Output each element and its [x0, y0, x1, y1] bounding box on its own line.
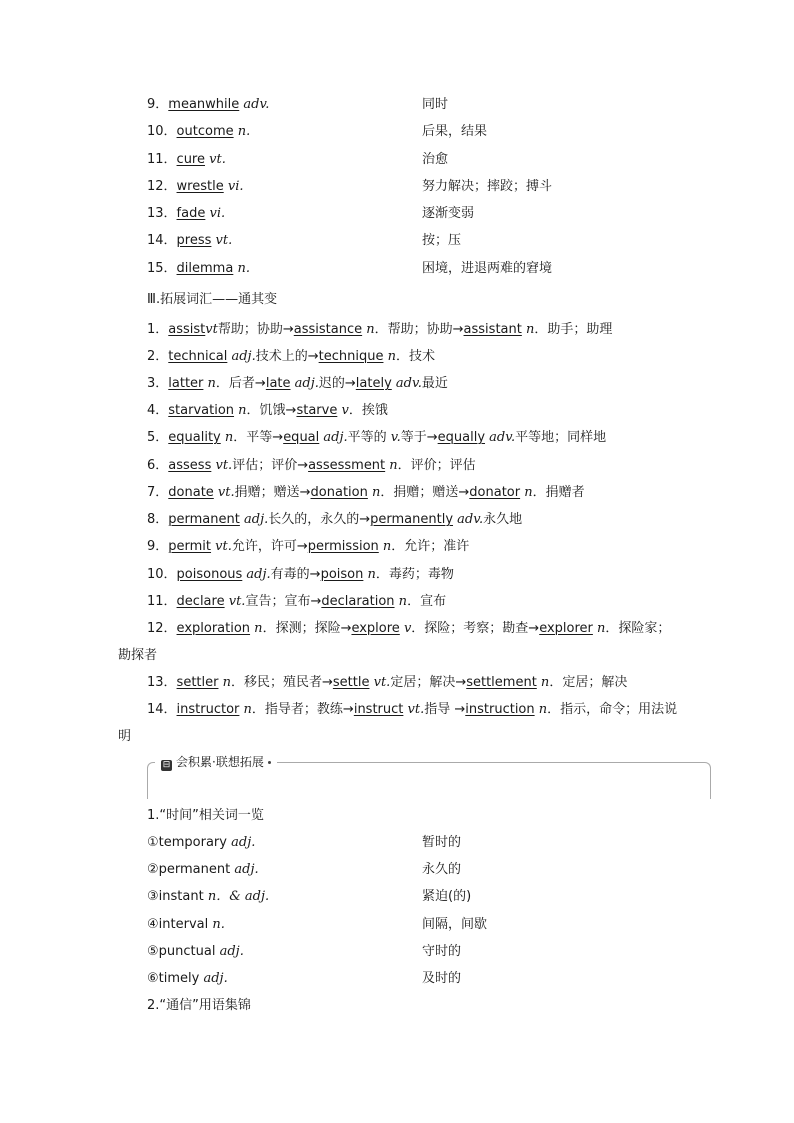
word-meaning: 帮助；协助→: [217, 322, 294, 337]
part-of-speech: adv.: [485, 430, 516, 445]
word-meaning: ．帮助；协助→: [374, 322, 464, 337]
part-of-speech: vt.: [213, 485, 235, 500]
vocab-word: interval: [158, 917, 209, 932]
word-meaning: 迟的→: [318, 376, 356, 391]
vocab-word: poison: [320, 567, 364, 582]
subsection-heading: 1.“时间”相关词一览: [147, 808, 264, 823]
item-number: 11．: [147, 152, 177, 167]
section-heading: Ⅲ.拓展词汇——通其变: [147, 292, 278, 307]
list-item: [147, 533, 687, 560]
word-meaning: 治愈: [422, 152, 449, 167]
part-of-speech: n．& adj.: [207, 889, 270, 904]
vocab-word: explore: [351, 621, 400, 636]
part-of-speech: n: [203, 376, 216, 391]
part-of-speech: adj.: [239, 512, 269, 527]
word-meaning: ．平等→: [233, 430, 284, 445]
part-of-speech: vt.: [209, 152, 226, 167]
list-item: [147, 506, 687, 533]
part-of-speech: n: [521, 322, 535, 337]
line-continuation: 勘探者: [118, 648, 158, 663]
vocab-word: settlement: [466, 675, 537, 690]
list-item: [147, 860, 667, 880]
list-item: [147, 177, 667, 197]
part-of-speech: n: [520, 485, 533, 500]
vocab-word: explorer: [539, 621, 593, 636]
part-of-speech: vi.: [209, 206, 226, 221]
list-item: [147, 370, 687, 397]
list-item: [147, 887, 667, 907]
item-number: 10．: [147, 124, 177, 139]
word-meaning: 允许，许可→: [231, 539, 308, 554]
word-meaning: ．指导者；教练→: [251, 702, 354, 717]
part-of-speech: v: [337, 403, 349, 418]
vocab-word: assist: [168, 322, 206, 337]
part-of-speech: n: [234, 403, 247, 418]
part-of-speech: adv.: [391, 376, 422, 391]
word-meaning: 按；压: [422, 233, 462, 248]
word-meaning: ．饥饿→: [246, 403, 297, 418]
word-meaning: 努力解决；摔跤；搏斗: [422, 179, 553, 194]
part-of-speech: adj.: [231, 835, 256, 850]
vocab-word: equally: [437, 430, 486, 445]
item-number: 11．: [147, 594, 177, 609]
vocab-word: instant: [158, 889, 204, 904]
vocab-word: settler: [176, 675, 219, 690]
word-meaning: ．探险；考察；勘查→: [411, 621, 540, 636]
word-meaning: 及时的: [422, 971, 462, 986]
list-item: [147, 915, 667, 935]
list-item: [147, 150, 667, 170]
vocab-word: declare: [176, 594, 225, 609]
vocab-word: cure: [176, 152, 205, 167]
word-meaning: ．助手；助理: [534, 322, 613, 337]
list-item: [147, 259, 667, 279]
item-number: 6．: [147, 458, 169, 473]
word-meaning: ．技术: [395, 349, 435, 364]
part-of-speech: adj.: [242, 567, 271, 582]
word-meaning: 同时: [422, 97, 449, 112]
vocab-word: permanent: [168, 512, 240, 527]
word-meaning: 有毒的→: [270, 567, 321, 582]
vocab-word: lately: [355, 376, 392, 391]
word-meaning: ．允许；准许: [391, 539, 470, 554]
list-item: [147, 397, 687, 424]
vocab-word: starve: [296, 403, 338, 418]
word-meaning: ．移民；殖民者→: [230, 675, 333, 690]
part-of-speech: adj.: [203, 971, 228, 986]
part-of-speech: adj.: [319, 430, 348, 445]
word-meaning: 困境，进退两难的窘境: [422, 261, 553, 276]
item-marker: ⑤: [147, 944, 159, 959]
part-of-speech: n: [394, 594, 408, 609]
vocab-word: temporary: [158, 835, 227, 850]
word-meaning: 宣告；宣布→: [245, 594, 322, 609]
list-item: [147, 452, 687, 479]
part-of-speech: n: [383, 349, 396, 364]
vocab-word: declaration: [321, 594, 395, 609]
word-meaning: ．探测；探险→: [262, 621, 352, 636]
item-marker: ④: [147, 917, 159, 932]
part-of-speech: n: [367, 485, 381, 500]
list-item: [147, 942, 667, 962]
part-of-speech: n: [363, 567, 376, 582]
part-of-speech: n: [592, 621, 606, 636]
item-number: 12．: [147, 621, 177, 636]
word-meaning: ．后者→: [215, 376, 266, 391]
list-item: [147, 231, 667, 251]
vocab-word: technical: [168, 349, 228, 364]
item-marker: ⑥: [147, 971, 159, 986]
vocab-word: exploration: [176, 621, 251, 636]
item-number: 12．: [147, 179, 177, 194]
item-marker: ②: [147, 862, 159, 877]
tip-box-label: 会积累·联想拓展: [176, 755, 264, 769]
part-of-speech: n.: [237, 261, 250, 276]
item-number: 7．: [147, 485, 169, 500]
vocab-word: donate: [168, 485, 214, 500]
vocab-word: instruction: [465, 702, 535, 717]
vocab-word: dilemma: [176, 261, 234, 276]
part-of-speech: vt.: [211, 458, 233, 473]
word-meaning: 暂时的: [422, 835, 462, 850]
word-meaning: ．指示，命令；用法说: [547, 702, 678, 717]
list-item: [147, 204, 667, 224]
vocab-word: poisonous: [176, 567, 243, 582]
part-of-speech: vi.: [227, 179, 244, 194]
vocab-word: permanently: [370, 512, 454, 527]
part-of-speech: v: [399, 621, 412, 636]
word-meaning: ．挨饿: [348, 403, 388, 418]
item-marker: ③: [147, 889, 159, 904]
list-item: [147, 696, 687, 723]
part-of-speech: vt.: [215, 233, 233, 248]
word-meaning: 最近: [421, 376, 448, 391]
part-of-speech: adv.: [453, 512, 484, 527]
vocab-word: late: [265, 376, 291, 391]
vocab-word: instructor: [176, 702, 240, 717]
item-number: 4．: [147, 403, 169, 418]
word-meaning: 捐赠；赠送→: [234, 485, 311, 500]
part-of-speech: n: [378, 539, 392, 554]
word-meaning: 技术上的→: [255, 349, 319, 364]
tip-box-title: [155, 754, 277, 770]
subsection-heading: 2.“通信”用语集锦: [147, 998, 251, 1013]
dot-icon: [268, 761, 271, 764]
vocab-word: fade: [176, 206, 206, 221]
part-of-speech: n.: [237, 124, 251, 139]
part-of-speech: adj.: [219, 944, 244, 959]
list-item: [147, 588, 687, 615]
vocab-word: settle: [332, 675, 370, 690]
vocab-word: donator: [469, 485, 521, 500]
word-meaning: 永久的: [422, 862, 462, 877]
word-meaning: 逐渐变弱: [422, 206, 475, 221]
list-item: [147, 969, 667, 989]
word-meaning: ．定居；解决: [549, 675, 628, 690]
vocab-word: outcome: [176, 124, 234, 139]
list-item: [147, 316, 687, 343]
vocab-word: starvation: [168, 403, 235, 418]
word-meaning: ．捐赠；赠送→: [380, 485, 470, 500]
vocab-word: punctual: [158, 944, 216, 959]
vocab-word: assessment: [308, 458, 386, 473]
item-number: 10．: [147, 567, 177, 582]
item-number: 13．: [147, 206, 177, 221]
word-meaning: 指导 →: [424, 702, 466, 717]
list-item: [147, 343, 687, 370]
word-meaning: 守时的: [422, 944, 462, 959]
part-of-speech: n: [536, 675, 550, 690]
part-of-speech: n: [220, 430, 234, 445]
part-of-speech: vt.: [224, 594, 246, 609]
part-of-speech: vt.: [403, 702, 425, 717]
word-meaning: ．宣布: [407, 594, 447, 609]
list-item: [147, 561, 687, 588]
list-item: [147, 122, 667, 142]
vocab-word: meanwhile: [168, 97, 240, 112]
item-marker: ①: [147, 835, 159, 850]
vocab-word: assistant: [463, 322, 522, 337]
part-of-speech: n: [218, 675, 231, 690]
item-number: 8．: [147, 512, 169, 527]
word-meaning: 定居；解决→: [390, 675, 467, 690]
vocab-word: equal: [283, 430, 320, 445]
item-number: 14．: [147, 702, 177, 717]
word-meaning: 间隔，间歇: [422, 917, 488, 932]
part-of-speech: adj.: [290, 376, 319, 391]
vocab-word: donation: [310, 485, 368, 500]
vocab-word: assess: [168, 458, 212, 473]
part-of-speech: n: [362, 322, 375, 337]
part-of-speech: n: [534, 702, 548, 717]
part-of-speech: vt.: [369, 675, 391, 690]
expand-icon: ⊟: [162, 760, 171, 770]
item-number: 5．: [147, 430, 169, 445]
part-of-speech: v.: [386, 430, 401, 445]
word-meaning: 平等的: [347, 430, 387, 445]
item-number: 9．: [147, 97, 169, 112]
vocab-word: technique: [318, 349, 384, 364]
list-item: [147, 615, 687, 642]
word-meaning: 永久地: [483, 512, 523, 527]
part-of-speech: n: [239, 702, 252, 717]
vocab-word: permission: [307, 539, 379, 554]
part-of-speech: n.: [212, 917, 225, 932]
vocab-word: assistance: [293, 322, 363, 337]
part-of-speech: n: [385, 458, 398, 473]
word-meaning: 评估；评价→: [232, 458, 309, 473]
item-number: 9．: [147, 539, 169, 554]
word-meaning: ．评价；评估: [397, 458, 476, 473]
vocab-word: equality: [168, 430, 221, 445]
word-meaning: 紧迫(的): [422, 889, 472, 904]
part-of-speech: adj.: [234, 862, 259, 877]
part-of-speech: adj.: [227, 349, 256, 364]
list-item: [147, 95, 667, 115]
line-continuation: 明: [118, 729, 132, 744]
vocab-word: timely: [158, 971, 200, 986]
item-number: 15．: [147, 261, 177, 276]
word-meaning: 平等地；同样地: [515, 430, 607, 445]
vocab-word: wrestle: [176, 179, 224, 194]
vocab-word: permanent: [158, 862, 231, 877]
item-number: 1．: [147, 322, 169, 337]
part-of-speech: adv.: [243, 97, 270, 112]
word-meaning: ．毒药；毒物: [375, 567, 454, 582]
item-number: 2．: [147, 349, 169, 364]
list-item: [147, 479, 687, 506]
item-number: 3．: [147, 376, 169, 391]
list-item: [147, 669, 687, 696]
list-item: [147, 833, 667, 853]
item-number: 13．: [147, 675, 177, 690]
vocab-word: instruct: [353, 702, 404, 717]
word-meaning: 长久的，永久的→: [268, 512, 371, 527]
part-of-speech: vt: [205, 322, 218, 337]
vocab-word: press: [176, 233, 212, 248]
item-number: 14．: [147, 233, 177, 248]
vocab-word: permit: [168, 539, 212, 554]
word-meaning: ．探险家；: [605, 621, 671, 636]
word-meaning: ．捐赠者: [532, 485, 585, 500]
vocab-word: latter: [168, 376, 204, 391]
word-meaning: 后果，结果: [422, 124, 488, 139]
list-item: [147, 424, 687, 451]
word-meaning: 等于→: [400, 430, 438, 445]
part-of-speech: vt.: [211, 539, 232, 554]
part-of-speech: n: [250, 621, 263, 636]
